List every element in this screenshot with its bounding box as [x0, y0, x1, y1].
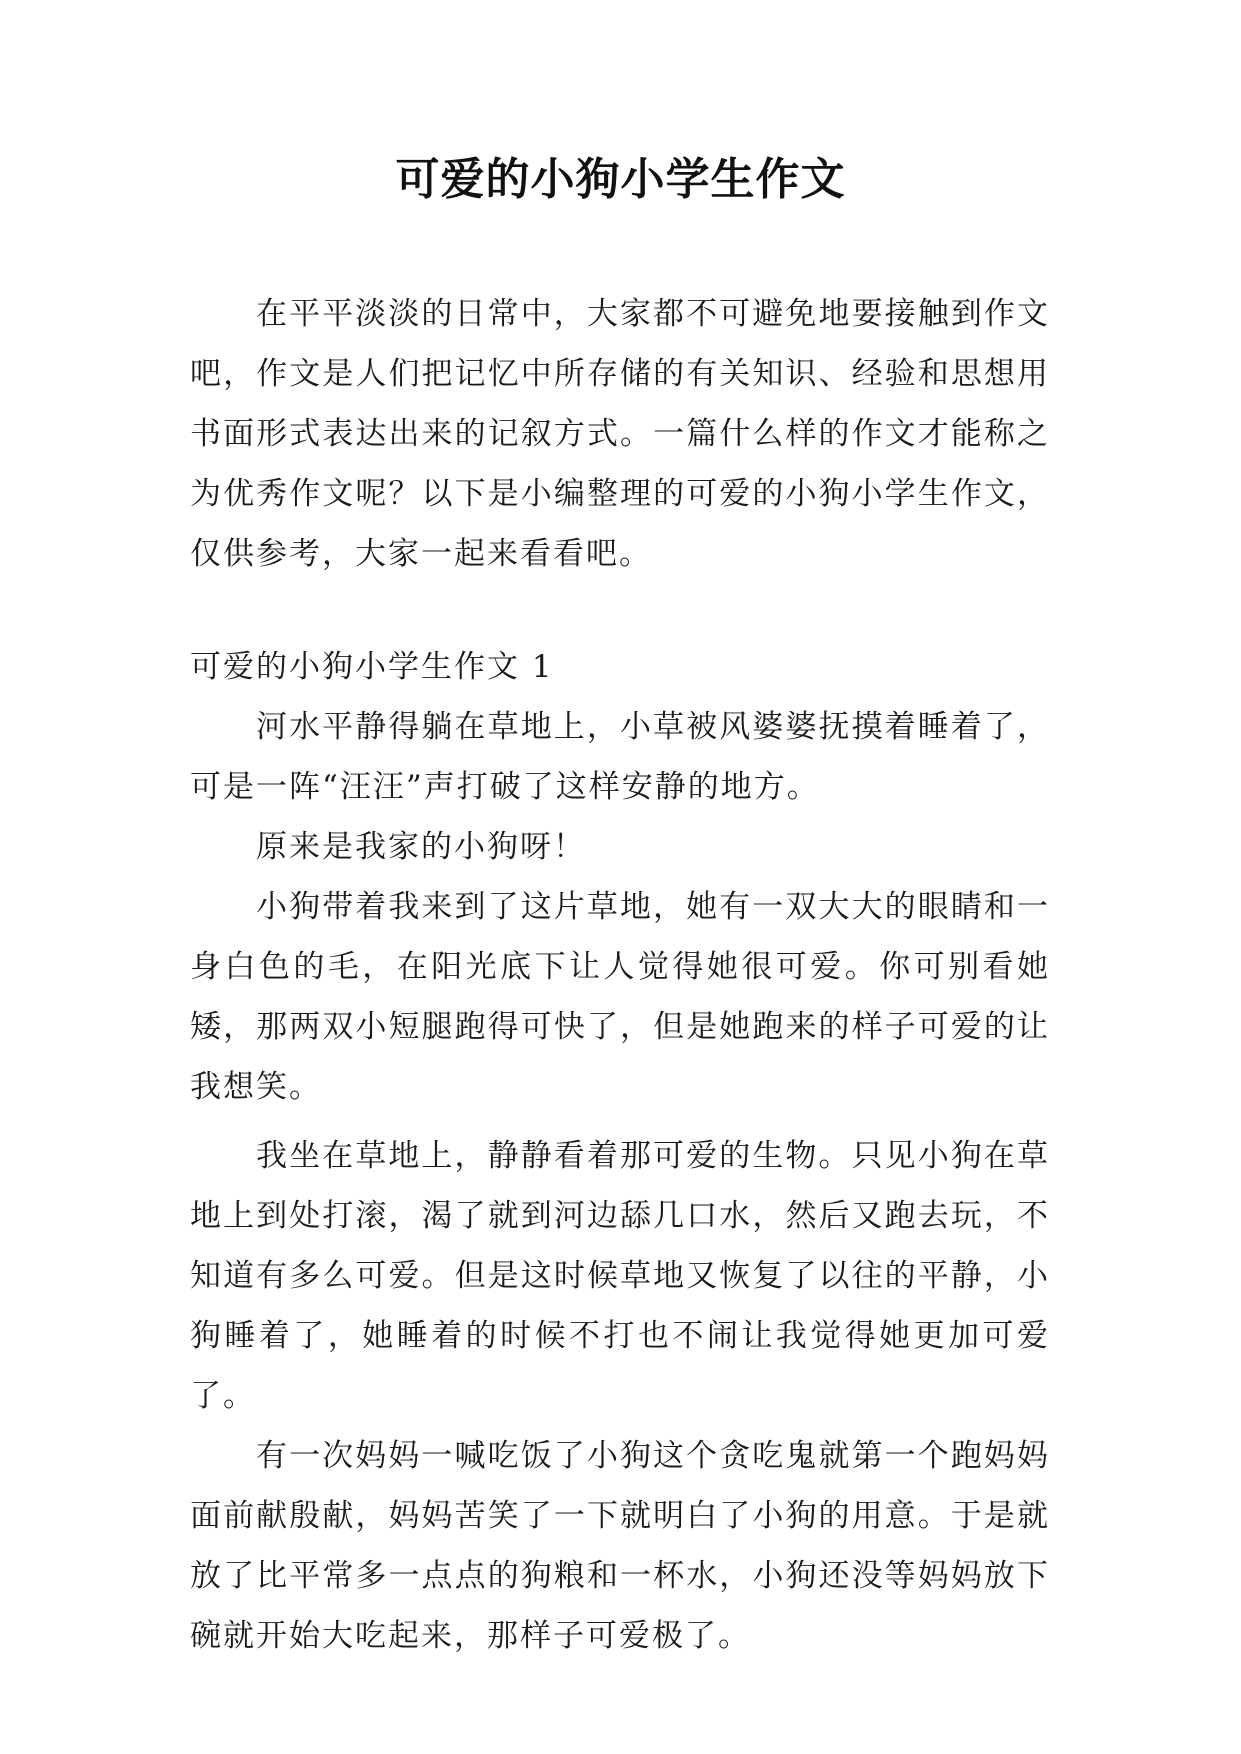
intro-section — [190, 284, 1050, 584]
document-title: 可爱的小狗小学生作文 — [395, 154, 846, 205]
essay-paragraph-3: 小狗带着我来到了这片草地，她有一双大大的眼睛和一身白色的毛，在阳光底下让人觉得她很可爱。你可别看她矮，那两双小短腿跑得可快了，但是她跑来的样子可爱的让我想笑。 — [190, 889, 1050, 1105]
intro-paragraph: 在平平淡淡的日常中，大家都不可避免地要接触到作文吧，作文是人们把记忆中所存储的有关知识、经验和思想用书面形式表达出来的记叙方式。一篇什么样的作文才能称之为优秀作文呢？以下是小编整理的可爱的小狗小学生作文，仅供参考，大家一起来看看吧。 — [190, 296, 1050, 572]
essay-heading: 可爱的小狗小学生作文 1 — [190, 649, 554, 685]
essay-paragraph-5: 有一次妈妈一喊吃饭了小狗这个贪吃鬼就第一个跑妈妈面前献殷献，妈妈苦笑了一下就明白了小狗的用意。于是就放了比平常多一点点的狗粮和一杯水，小狗还没等妈妈放下碗就开始大吃起来，那样子可爱极了。 — [190, 1438, 1050, 1654]
essay-paragraph-1: 河水平静得躺在草地上，小草被风婆婆抚摸着睡着了，可是一阵“汪汪”声打破了这样安静的地方。 — [190, 709, 1050, 805]
essay-paragraph-2: 原来是我家的小狗呀！ — [256, 829, 586, 865]
essay-paragraph-4: 我坐在草地上，静静看着那可爱的生物。只见小狗在草地上到处打滚，渴了就到河边舔几口水，然后又跑去玩，不知道有多么可爱。但是这时候草地又恢复了以往的平静，小狗睡着了，她睡着的时候不打也不闹让我觉得她更加可爱了。 — [190, 1138, 1050, 1414]
paragraph-spacer — [190, 1117, 1050, 1126]
essay-section — [190, 637, 1050, 1666]
